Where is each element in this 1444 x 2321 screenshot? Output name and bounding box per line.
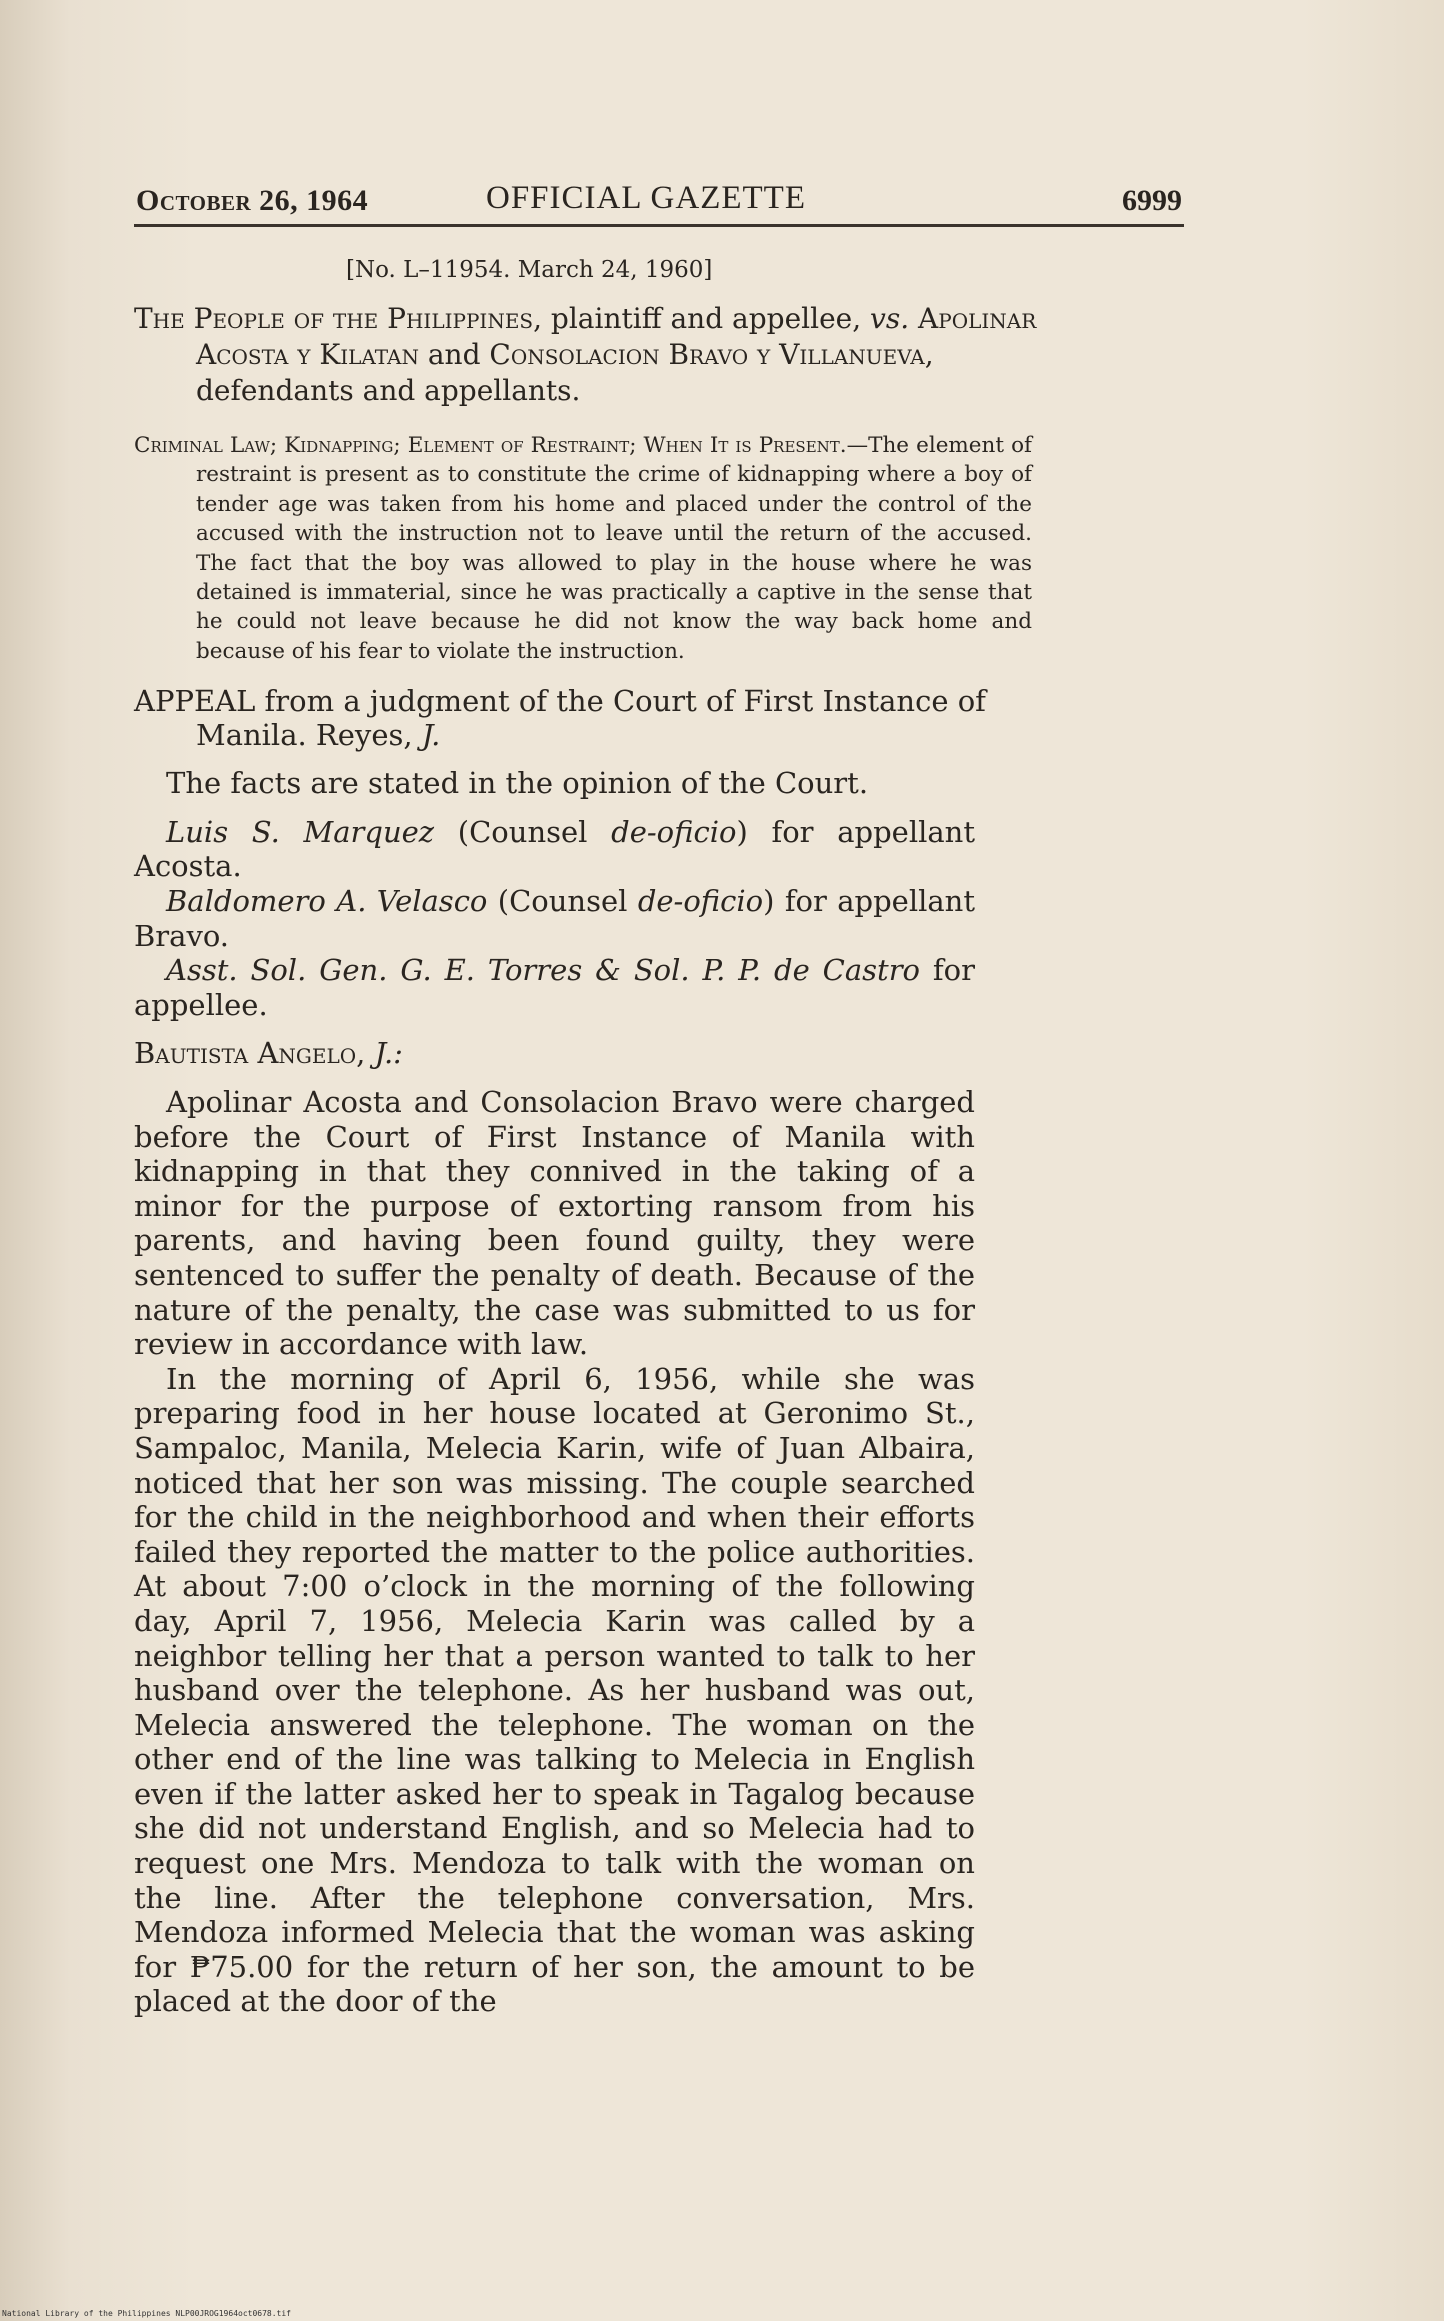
docket-line: [No. L–11954. March 24, 1960] — [346, 257, 713, 283]
scan-footer: National Library of the Philippines NLP00JROG1964oct0678.tif — [2, 2309, 291, 2318]
counsel-text: for appellee. — [134, 953, 975, 1022]
plaintiff-name: The People of the Philippines, — [134, 302, 543, 335]
ponente-title: J.: — [365, 1036, 403, 1071]
header-date: October 26, 1964 — [136, 184, 369, 217]
facts-line: The facts are stated in the opinion of the Court. — [166, 766, 869, 801]
appeal-judge-suffix: J. — [421, 718, 441, 753]
document-page — [134, 180, 1184, 2019]
counsel-text: (Counsel — [487, 884, 638, 919]
counsel-line-2 — [134, 884, 975, 953]
versus: vs. — [870, 302, 910, 335]
counsel-text: ) for appellant Acosta. — [134, 814, 976, 884]
caption-and: and — [418, 338, 490, 371]
ponente — [134, 1036, 975, 1071]
counsel-name: Asst. Sol. Gen. G. E. Torres & Sol. P. P. de Castro — [166, 953, 921, 988]
plaintiff-role: plaintiff and appellee, — [542, 302, 871, 335]
defendant-role: defendants and appellants. — [196, 374, 581, 407]
opinion-paragraph: Apolinar Acosta and Consolacion Bravo were charged before the Court of First Instance of Manila with kidnapping in that they connived in the taking of a minor for the purpose of extorting ransom from his parents, and having been found guilty, they were sentenced to suffer the penalty of death. Because of the nature of the penalty, the case was submitted to us for review in accordance with law. — [134, 1085, 975, 1362]
syllabus — [134, 431, 1032, 666]
syllabus-text: —The element of restraint is present as to constitute the crime of kidnapping where a boy of tender age was taken from his home and placed under the control of the accused with the instruction not to leave until the return of the accused. The fact that the boy was allowed to play in the house where he was detained is immaterial, since he was practically a captive in the sense that he could not leave because he did not know the way back home and because of his fear to violate the instruction. — [196, 433, 1032, 664]
counsel-role: de-oficio — [611, 814, 737, 849]
counsel-line-3 — [134, 953, 975, 1022]
counsel-line-1 — [134, 815, 975, 884]
appeal-line — [134, 684, 1032, 752]
defendant-2: Consolacion Bravo y Villanueva, — [489, 338, 934, 371]
syllabus-heading: Criminal Law; Kidnapping; Element of Restraint; When It is Present. — [134, 433, 847, 458]
case-caption — [134, 301, 1046, 409]
appeal-text: APPEAL from a judgment of the Court of First Instance of Manila. Reyes, — [134, 684, 986, 753]
running-header — [134, 180, 1184, 227]
page-number: 6999 — [1122, 184, 1182, 217]
opinion-paragraph: In the morning of April 6, 1956, while she was preparing food in her house located at Geronimo St., Sampaloc, Manila, Melecia Karin, wife of Juan Albaira, noticed that her son was missing. The couple searched for the child in the neighborhood and when their efforts failed they reported the matter to the police authorities. At about 7:00 o’clock in the morning of the following day, April 7, 1956, Melecia Karin was called by a neighbor telling her that a person wanted to talk to her husband over the telephone. As her husband was out, Melecia answered the telephone. The woman on the other end of the line was talking to Melecia in English even if the latter asked her to speak in Tagalog because she did not understand English, and so Melecia had to request one Mrs. Mendoza to talk with the woman on the line. After the telephone conversation, Mrs. Mendoza informed Melecia that the woman was asking for ₱75.00 for the return of her son, the amount to be placed at the door of the — [134, 1361, 975, 2019]
defendant-1: Apolinar Acosta y Kilatan — [196, 302, 1037, 371]
counsel-name: Luis S. Marquez — [166, 814, 435, 849]
ponente-name: Bautista Angelo, — [134, 1036, 366, 1071]
header-title: OFFICIAL GAZETTE — [486, 180, 806, 216]
counsel-text: (Counsel — [434, 814, 612, 849]
counsel-role: de-oficio — [637, 884, 764, 919]
counsel-name: Baldomero A. Velasco — [166, 884, 488, 919]
counsel-text: ) for appellant Bravo. — [134, 884, 976, 953]
